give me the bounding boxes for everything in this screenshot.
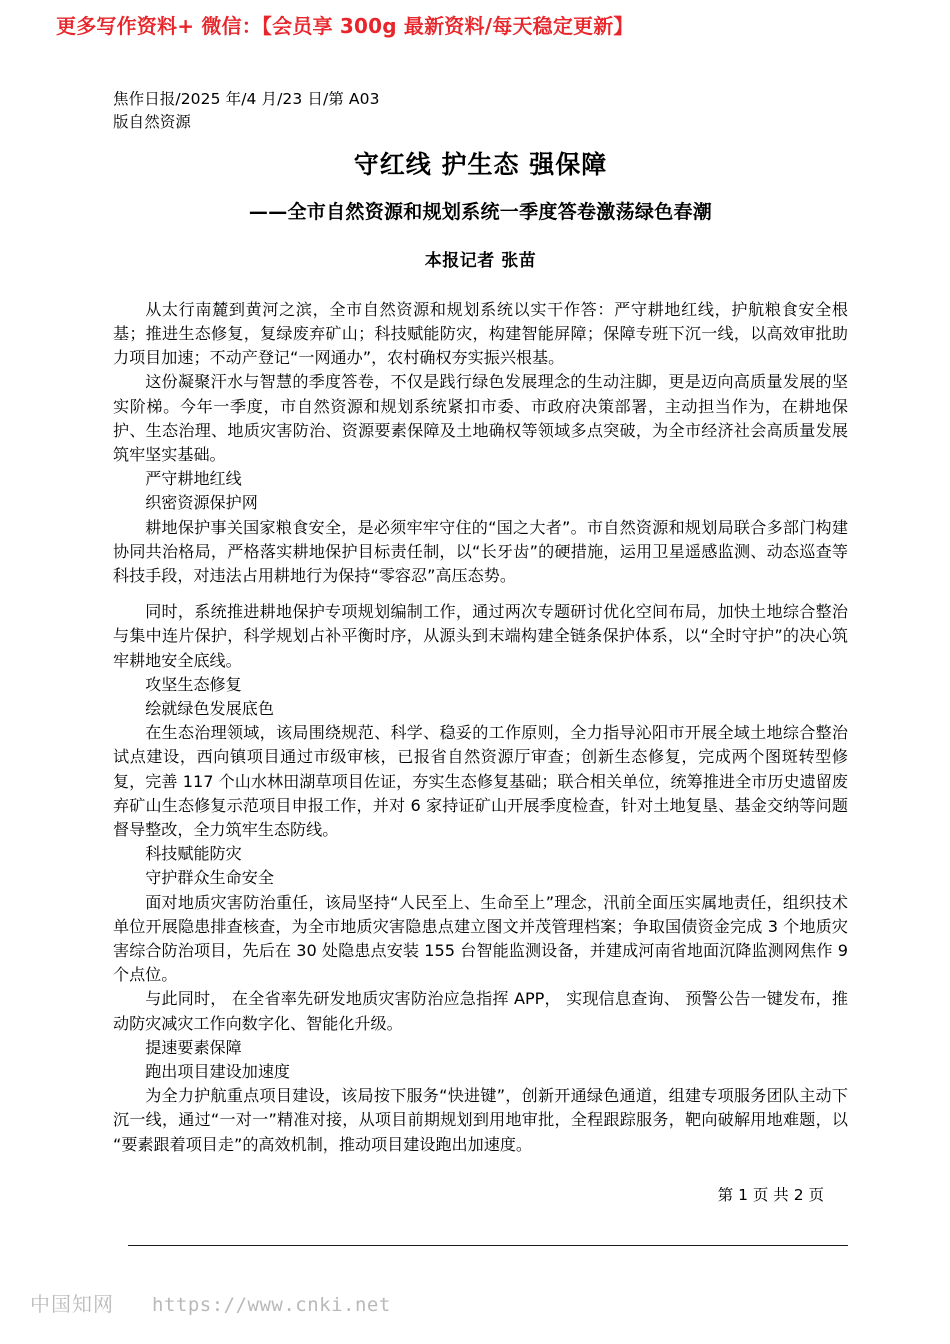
cnki-logo-text: 中国知网 [30,1292,114,1316]
cnki-url: https://www.cnki.net [152,1294,391,1316]
body-paragraph: 同时，系统推进耕地保护专项规划编制工作，通过两次专题研讨优化空间布局，加快土地综合整治与集中连片保护，科学规划占补平衡时序，从源头到末端构建全链条保护体系，以“全时守护”的决心筑牢耕地安全底线。 [113,602,848,670]
cnki-watermark [30,1288,391,1317]
body-paragraph: 在生态治理领域，该局围绕规范、科学、稳妥的工作原则，全力指导沁阳市开展全域土地综合整治试点建设，西向镇项目通过市级审核，已报省自然资源厅审查；创新生态修复，完成两个图斑转型修复，完善 117 个山水林田湖草项目佐证，夯实生态修复基础；联合相关单位，统筹推进全市历史遗留废弃矿山生态修复示范项目申报工作，并对 6 家持证矿山开展季度检查，针对土地复垦、基金交纳等问题督导整改，全力筑牢生态防线。 [113,723,848,840]
section-subheading: 科技赋能防灾 [145,844,242,864]
section-subheading: 提速要素保障 [145,1037,242,1057]
section-subheading: 织密资源保护网 [145,493,258,513]
page-title: 守红线 护生态 强保障 [353,150,608,179]
masthead-line-1: 焦作日报/2025 年/4 月/23 日/第 A03 [113,90,380,108]
section-subheading: 守护群众生命安全 [145,868,274,888]
body-paragraph: 耕地保护事关国家粮食安全，是必须牢牢守住的“国之大者”。市自然资源和规划局联合多部门构建协同共治格局，严格落实耕地保护目标责任制，以“长牙齿”的硬措施，运用卫星遥感监测、动态巡查等科技手段，对违法占用耕地行为保持“零容忍”高压态势。 [113,517,848,585]
body-paragraph: 与此同时， 在全省率先研发地质灾害防治应急指挥 APP， 实现信息查询、 预警公告一键发布，推动防灾减灾工作向数字化、智能化升级。 [113,989,848,1033]
section-subheading: 攻坚生态修复 [145,674,242,694]
body-paragraph: 从太行南麓到黄河之滨，全市自然资源和规划系统以实干作答：严守耕地红线，护航粮食安全根基；推进生态修复，复绿废弃矿山；科技赋能防灾，构建智能屏障；保障专班下沉一线，以高效审批助力项目加速；不动产登记“一网通办”，农村确权夯实振兴根基。 [113,299,848,368]
page-indicator: 第 1 页 共 2 页 [717,1185,824,1204]
body-paragraph: 面对地质灾害防治重任，该局坚持“人民至上、生命至上”理念，汛前全面压实属地责任，组织技术单位开展隐患排查核查，为全市地质灾害隐患点建立图文并茂管理档案；争取国债资金完成 3 个地质灾害综合防治项目，先后在 30 处隐患点安装 155 台智能监测设备，并建成河南省地面沉降监测网焦作 9 个点位。 [113,892,848,985]
body-paragraph: 这份凝聚汗水与智慧的季度答卷，不仅是践行绿色发展理念的生动注脚，更是迈向高质量发展的坚实阶梯。今年一季度，市自然资源和规划系统紧扣市委、市政府决策部署，主动担当作为，在耕地保护、生态治理、地质灾害防治、资源要素保障及土地确权等领域多点突破，为全市经济社会高质量发展筑牢坚实基础。 [113,372,848,464]
paragraph-gap [113,588,848,600]
body-paragraph: 为全力护航重点项目建设，该局按下服务“快进键”，创新开通绿色通道，组建专项服务团队主动下沉一线，通过“一对一”精准对接，从项目前期规划到用地审批，全程跟踪服务，靶向破解用地难题，以“要素跟着项目走”的高效机制，推动项目建设跑出加速度。 [113,1086,848,1154]
section-subheading: 跑出项目建设加速度 [145,1062,291,1082]
document-page [113,88,848,1207]
footer-divider [128,1245,848,1246]
promo-banner: 更多写作资料+ 微信：【会员享 300g 最新资料/每天稳定更新】 [56,14,634,38]
section-subheading: 严守耕地红线 [145,469,242,489]
byline: 本报记者 张苗 [424,250,537,271]
page-subtitle: ——全市自然资源和规划系统一季度答卷激荡绿色春潮 [248,200,713,223]
masthead-line-2: 版自然资源 [113,113,192,131]
article-body [113,298,848,1157]
section-subheading: 绘就绿色发展底色 [145,699,274,719]
masthead [113,88,848,134]
